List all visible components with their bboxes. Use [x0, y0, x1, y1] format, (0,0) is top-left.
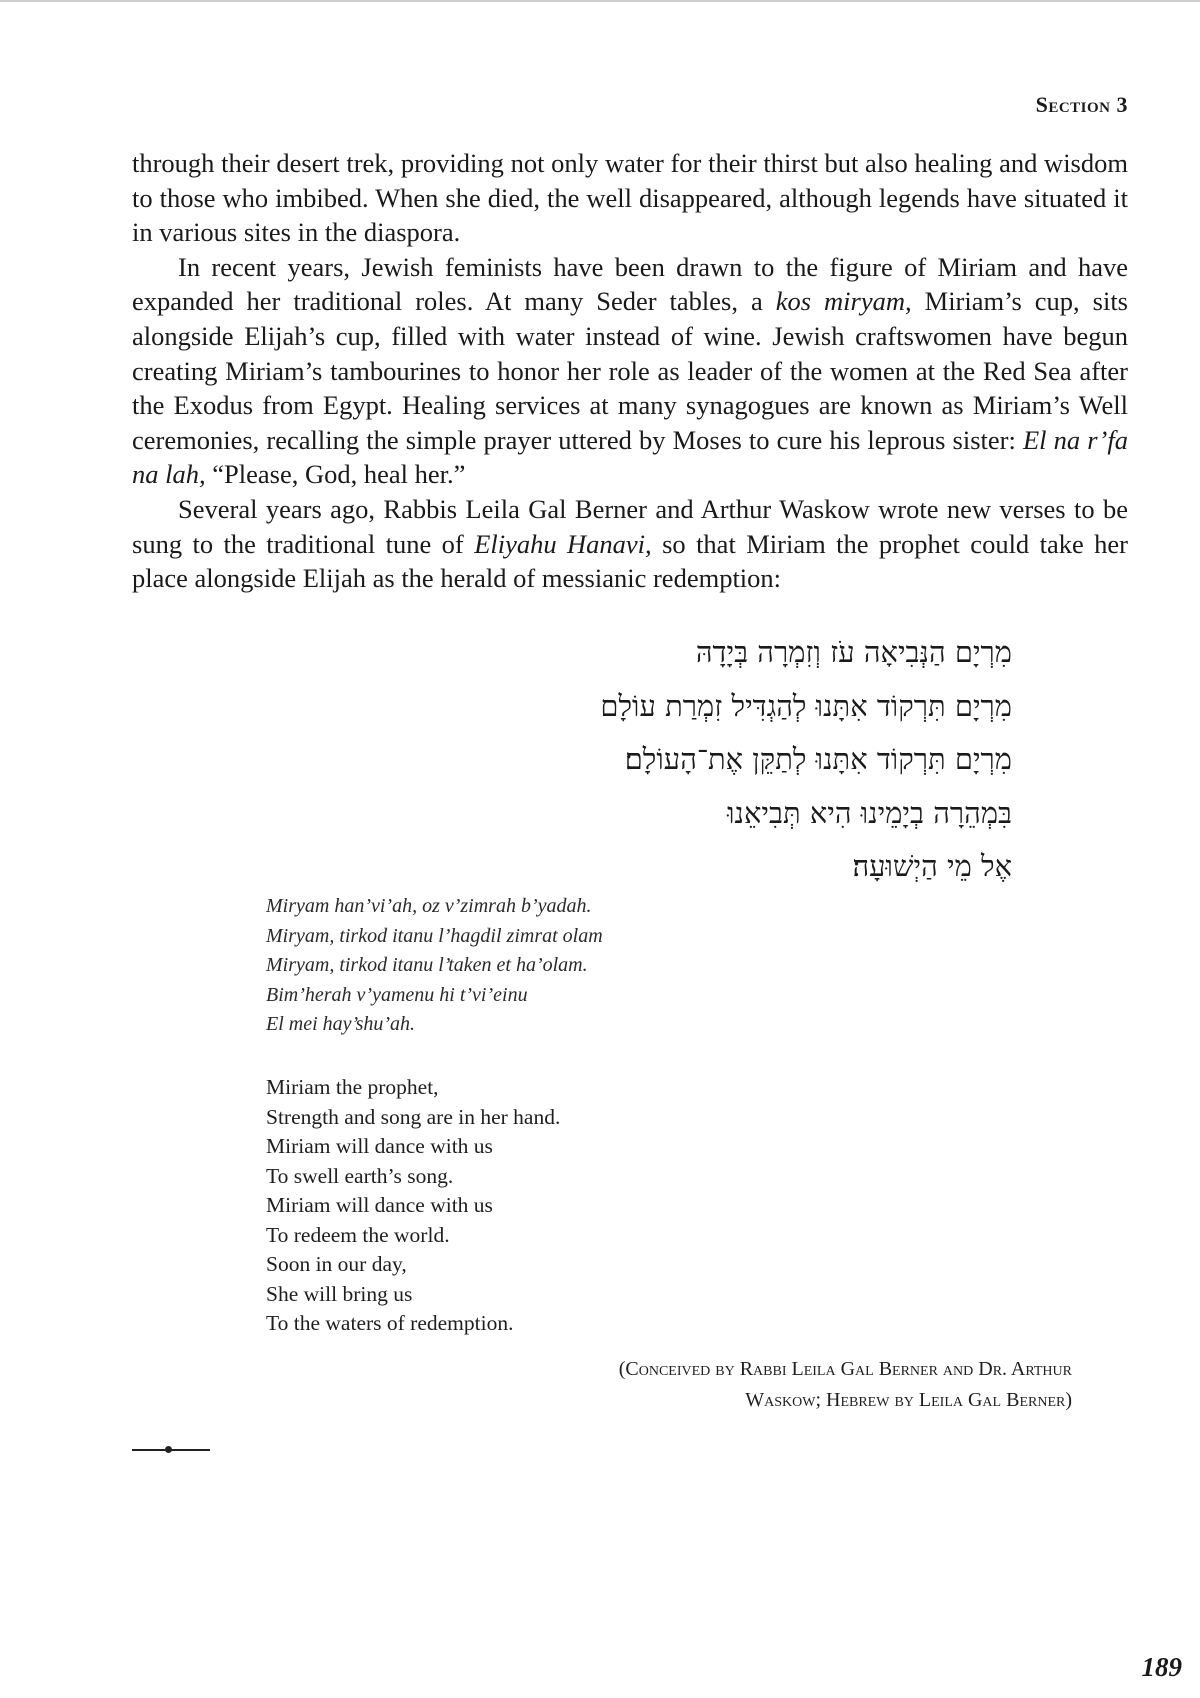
top-border: [0, 0, 1200, 2]
english-verse: [266, 1073, 560, 1339]
paragraph-2-text-a: In recent years, Jewish feminists have been drawn to the figure of Miriam and have expanded her traditional roles. At many Seder tables, a: [132, 251, 1128, 317]
paragraph-1: through their desert trek, providing not only water for their thirst but also healing and wisdom to those who imbibed. When she died, the well disappeared, although legends have situated it in various sites in the diaspora.: [132, 148, 1128, 248]
attribution: [372, 1354, 1072, 1415]
hebrew-line: אֶל מֵי הַיְשׁוּעָה׃: [852, 849, 1012, 883]
transliteration-line: Miryam, tirkod itanu l’taken et ha’olam.: [266, 954, 588, 976]
english-line: To redeem the world.: [266, 1222, 450, 1247]
transliteration-line: Miryam han’vi’ah, oz v’zimrah b’yadah.: [266, 895, 592, 917]
english-line: Soon in our day,: [266, 1252, 407, 1276]
paragraph-3-text-c: so that Miriam the prophet could take her place alongside Elijah as the herald of messianic redemption:: [132, 528, 1128, 594]
english-line: Miriam will dance with us: [266, 1134, 493, 1158]
running-head-section: Section 3: [1035, 92, 1128, 117]
section-end-ornament: [132, 1444, 210, 1456]
paragraph-3-text-a: Several years ago, Rabbis Leila Gal Berner and Arthur Waskow wrote new verses to be sung to the traditional tune of: [132, 493, 1128, 559]
paragraph-2-text-e: “Please, God, heal her.”: [205, 459, 466, 490]
transliteration-line: Miryam, tirkod itanu l’hagdil zimrat olam: [266, 924, 603, 947]
page-number: 189: [1141, 1652, 1182, 1682]
english-line: To the waters of redemption.: [266, 1311, 514, 1335]
english-line: Miriam the prophet,: [266, 1075, 439, 1099]
eliyahu-hanavi-term: Eliyahu Hanavi,: [474, 528, 652, 559]
body-text: [132, 146, 1128, 596]
transliteration-line: Bim’herah v’yamenu hi t’vi’einu: [266, 983, 528, 1006]
transliteration-verse: [266, 892, 603, 1040]
attribution-line-1: (Conceived by Rabbi Leila Gal Berner and Dr. Arthur: [618, 1358, 1072, 1380]
el-na-rfa-term: El na r’fa na lah,: [132, 424, 1128, 490]
english-line: To swell earth’s song.: [266, 1163, 454, 1188]
hebrew-line: מִרְיָם תִּרְקוֹד אִתָּנוּ לְהַגְדִּיל זִמְרַת עוֹלָם: [600, 688, 1012, 723]
kos-miryam-term: kos miryam,: [775, 286, 912, 317]
english-line: Strength and song are in her hand.: [266, 1104, 561, 1129]
hebrew-verse: [312, 626, 1012, 894]
paragraph-2-text-c: Miriam’s cup, sits alongside Elijah’s cup, filled with water instead of wine. Jewish craftswomen have begun creating Miriam’s tambourines to honor her role as leader of the women at the Red Sea after the Exodus from Egypt. Healing services at many synagogues are known as Miriam’s Well ceremonies, recalling the simple prayer uttered by Moses to cure his leprous sister:: [132, 286, 1128, 455]
paragraph-3: [132, 492, 1128, 596]
attribution-line-2: Waskow; Hebrew by Leila Gal Berner): [745, 1388, 1072, 1411]
english-line: She will bring us: [266, 1281, 413, 1306]
hebrew-line: בִּמְהֵרָה בְיָמֵינוּ הִיא תְּבִיאֵנוּ: [727, 795, 1012, 830]
hebrew-line: מִרְיָם הַנְּבִיאָה עֹז וְזִמְרָה בְּיָדָהּ: [695, 635, 1012, 669]
hebrew-line: מִרְיָם תִּרְקוֹד אִתָּנוּ לְתַקֵּן אֶת־הָעוֹלָם׃: [624, 742, 1012, 776]
ornament-dot: [165, 1446, 172, 1453]
paragraph-2: [132, 250, 1128, 492]
transliteration-line: El mei hay’shu’ah.: [266, 1013, 416, 1035]
english-line: Miriam will dance with us: [266, 1193, 493, 1217]
